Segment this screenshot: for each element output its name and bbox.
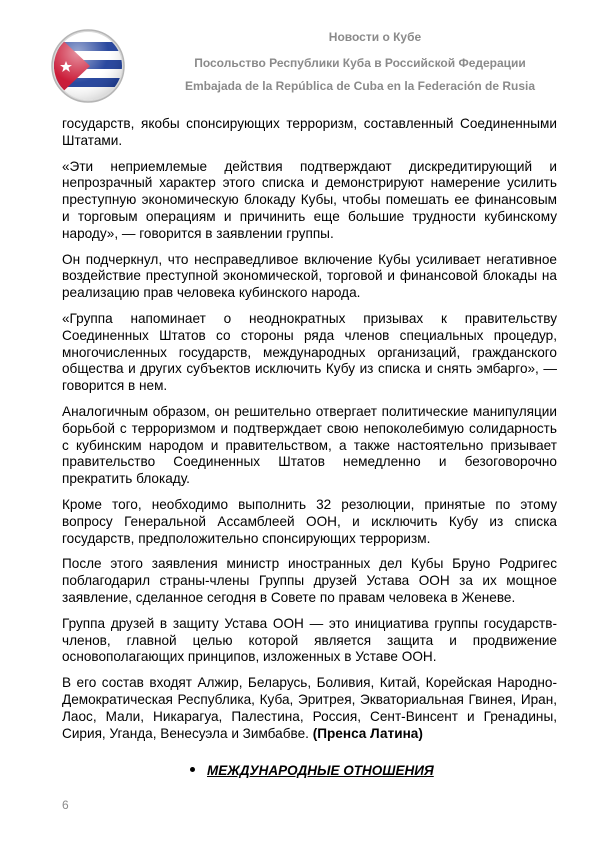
paragraph <box>62 675 557 742</box>
bullet-icon <box>190 767 195 772</box>
paragraph: Группа друзей в защиту Устава ООН — это инициатива группы государств-членов, главной целью которой является защита и продвижение основополагающих принципов, изложенных в Уставе ООН. <box>62 615 557 665</box>
embassy-name-es: Embajada de la República de Cuba en la Federación de Rusia <box>184 79 536 93</box>
paragraph: Он подчеркнул, что несправедливое включение Кубы усиливает негативное воздействие преступной экономической, торговой и финансовой блокады на реализацию прав человека кубинского народа. <box>62 251 557 301</box>
section-heading <box>190 763 434 778</box>
paragraph: государств, якобы спонсирующих терроризм, составленный Соединенными Штатами. <box>62 116 557 148</box>
section-heading-label: МЕЖДУНАРОДНЫЕ ОТНОШЕНИЯ <box>207 763 434 778</box>
paragraph: «Группа напоминает о неоднократных призывах к правительству Соединенных Штатов со стороны ряда членов специальных процедур, многочисленных государств, международных организаций, гражданского общества и других субъектов исключить Кубу из списка и снять эмбарго», — говорится в нем. <box>62 310 557 394</box>
page-number: 6 <box>62 798 69 812</box>
paragraph: Кроме того, необходимо выполнить 32 резолюции, принятые по этому вопросу Генеральной Ассамблеей ООН, и исключить Кубу из списка государств, предположительно спонсирующих терроризм. <box>62 496 557 546</box>
header-text-block <box>130 30 590 93</box>
paragraph: «Эти неприемлемые действия подтверждают дискредитирующий и непрозрачный характер этого списка и демонстрируют намерение усилить преступную экономическую блокаду Кубы, чтобы помешать ее финансовым и торговым операциям и причинить еще большие трудности кубинскому народу», — говорится в заявлении группы. <box>62 158 557 241</box>
embassy-name-ru: Посольство Республики Куба в Российской Федерации <box>194 56 526 70</box>
paragraph: Аналогичным образом, он решительно отвергает политические манипуляции борьбой с терроризмом и подтверждает свою непоколебимую солидарность с кубинским народом и правительством, а также настоятельно призывает правительство Соединенных Штатов немедленно и безоговорочно прекратить блокаду. <box>62 403 557 487</box>
paragraph: После этого заявления министр иностранных дел Кубы Бруно Родригес поблагодарил страны-члены Группы друзей Устава ООН за их мощное заявление, сделанное сегодня в Совете по правам человека в Женеве. <box>62 556 557 605</box>
paragraph-text: В его состав входят Алжир, Беларусь, Боливия, Китай, Корейская Народно-Демократическая Республика, Куба, Эритрея, Экваториальная Гвинея, Иран, Лаос, Мали, Никарагуа, Палестина, Россия, Сент-Винсент и Гренадины, Сирия, Уганда, Венесуэла и Зимбабве. <box>62 675 557 741</box>
publication-title: Новости о Кубе <box>328 30 422 44</box>
cuba-flag-sphere-icon <box>50 28 126 104</box>
news-source: (Пренса Латина) <box>312 725 423 741</box>
article-body <box>62 116 557 751</box>
